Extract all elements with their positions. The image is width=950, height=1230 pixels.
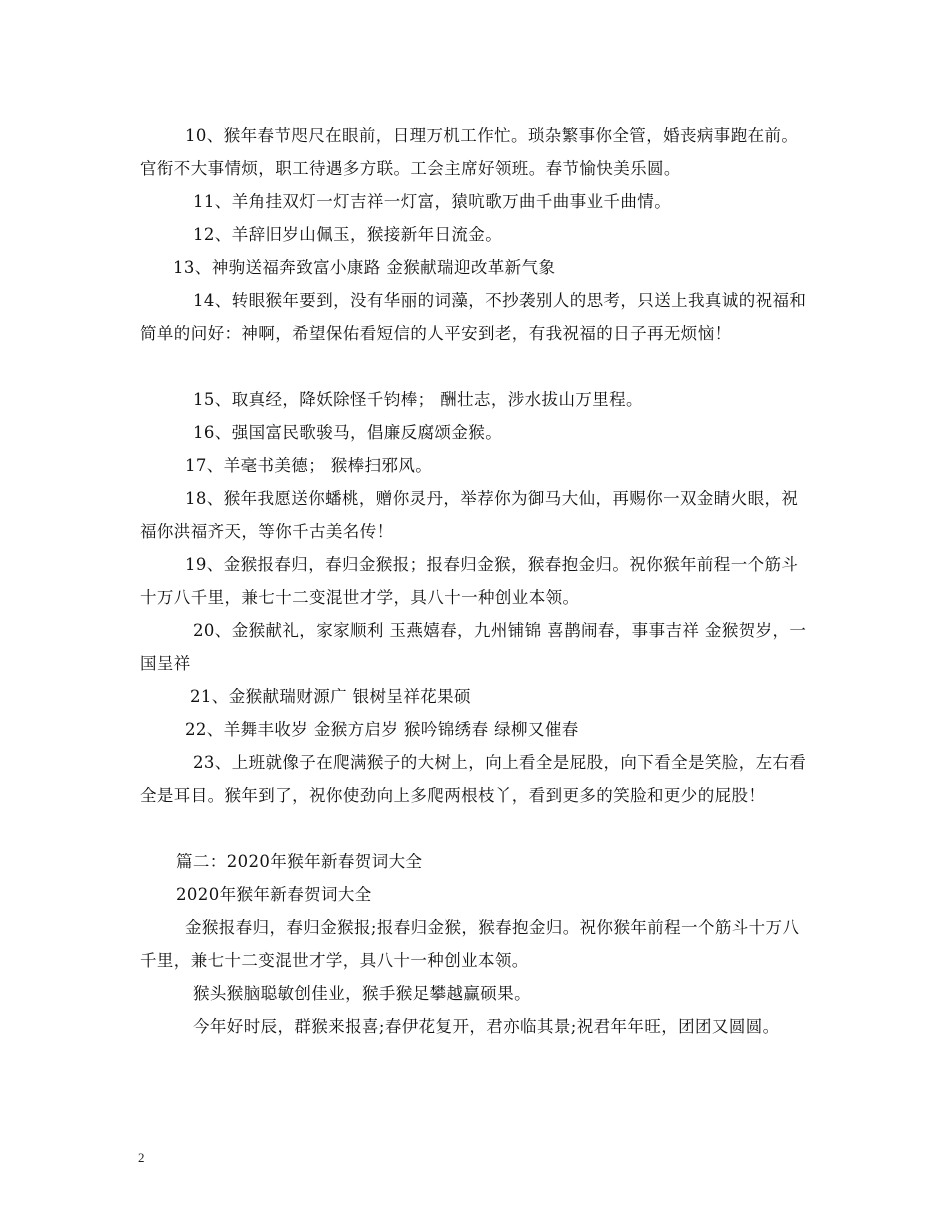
paragraph-11: 11、羊角挂双灯一灯吉祥一灯富，猿吭歌万曲千曲事业千曲情。 xyxy=(193,192,672,211)
paragraph-15: 15、取真经，降妖除怪千钧棒； 酬壮志，涉水拔山万里程。 xyxy=(193,390,643,409)
greeting-paragraph-1: 金猴报春归，春归金猴报;报春归金猴，猴春抱金归。祝你猴年前程一个筋斗十万八千里，兼七十二变混世才学，具八十一种创业本领。 xyxy=(140,918,800,970)
greeting-paragraph-3: 今年好时辰，群猴来报喜;春伊花复开，君亦临其景;祝君年年旺，团团又圆圆。 xyxy=(193,1017,780,1036)
paragraph-12: 12、羊辞旧岁山佩玉，猴接新年日流金。 xyxy=(193,225,503,244)
section-heading: 篇二：2020年猴年新春贺词大全 xyxy=(176,852,423,871)
paragraph-23: 23、上班就像子在爬满猴子的大树上，向上看全是屁股，向下看全是笑脸，左右看全是耳目。猴年到了，祝你使劲向上多爬两根枝丫，看到更多的笑脸和更少的屁股！ xyxy=(140,753,807,805)
paragraph-16: 16、强国富民歌骏马，倡廉反腐颂金猴。 xyxy=(193,423,503,442)
paragraph-21: 21、金猴献瑞财源广 银树呈祥花果硕 xyxy=(190,687,471,706)
paragraph-14: 14、转眼猴年要到，没有华丽的词藻，不抄袭别人的思考，只送上我真诚的祝福和简单的问好：神啊，希望保佑看短信的人平安到老，有我祝福的日子再无烦恼！ xyxy=(140,291,807,343)
paragraph-13: 13、神驹送福奔致富小康路 金猴献瑞迎改革新气象 xyxy=(173,258,556,277)
paragraph-17: 17、羊毫书美德； 猴棒扫邪风。 xyxy=(185,456,433,475)
paragraph-22: 22、羊舞丰收岁 金猴方启岁 猴吟锦绣春 绿柳又催春 xyxy=(185,720,579,739)
greeting-paragraph-2: 猴头猴脑聪敏创佳业，猴手猴足攀越赢硕果。 xyxy=(193,984,531,1003)
page-number: 2 xyxy=(138,1150,145,1165)
paragraph-19: 19、金猴报春归，春归金猴报；报春归金猴，猴春抱金归。祝你猴年前程一个筋斗十万八千里，兼七十二变混世才学，具八十一种创业本领。 xyxy=(140,555,799,607)
section-title: 2020年猴年新春贺词大全 xyxy=(176,885,372,904)
paragraph-20: 20、金猴献礼，家家顺利 玉燕嬉春，九州铺锦 喜鹊闹春，事事吉祥 金猴贺岁，一国呈祥 xyxy=(140,621,807,673)
paragraph-18: 18、猴年我愿送你蟠桃，赠你灵丹，举荐你为御马大仙，再赐你一双金睛火眼，祝福你洪福齐天，等你千古美名传！ xyxy=(140,489,799,541)
paragraph-10: 10、猴年春节咫尺在眼前，日理万机工作忙。琐杂繁事你全管，婚丧病事跑在前。官衔不大事情烦，职工待遇多方联。工会主席好领班。春节愉快美乐圆。 xyxy=(140,126,799,178)
